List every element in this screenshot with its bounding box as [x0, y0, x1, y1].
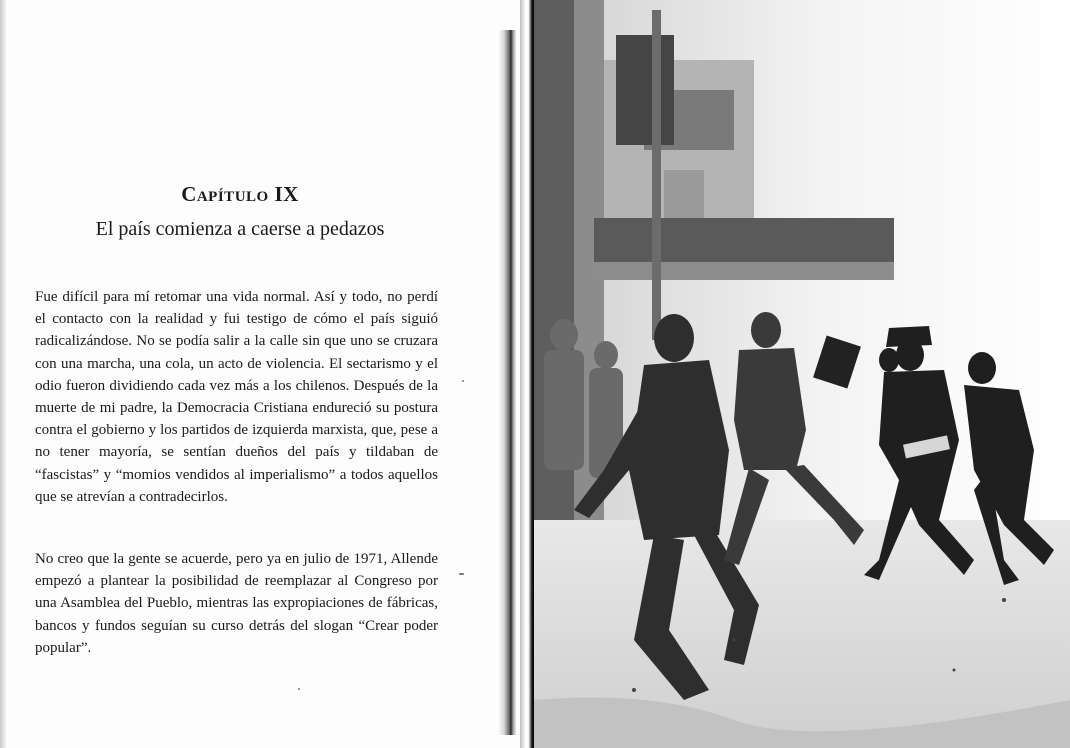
- chapter-title: El país comienza a caerse a pedazos: [95, 218, 385, 240]
- page-edge-shadow: [0, 0, 6, 748]
- chapter-number: [0, 182, 480, 207]
- speck: [459, 573, 464, 575]
- chapter-number-text: Capítulo IX: [181, 182, 299, 206]
- book-gutter: [498, 30, 516, 735]
- speck: [462, 380, 464, 382]
- body-paragraph-1: Fue difícil para mí retomar una vida normal. Así y todo, no perdí el contacto con la realidad y fui testigo de cómo el país siguió radicalizándose. No se podía salir a la calle sin que uno se cruzara con una marcha, una cola, un acto de violencia. El sectarismo y el odio fueron dividiendo cada vez más a los chilenos. Después de la muerte de mi padre, la Democracia Cristiana endureció su postura contra el gobierno y los partidos de izquierda marxista, que, pese a no tener mayoría, se sentían dueños del país y tildaban de “fascistas” y “momios vendidos al imperialismo” a todos aquellos que se atrevían a contradecirlos.: [35, 289, 438, 505]
- street-riot-photograph: [534, 0, 1070, 748]
- body-paragraph-2: No creo que la gente se acuerde, pero ya en julio de 1971, Allende empezó a plantear la posibilidad de reemplazar al Congreso por una Asamblea del Pueblo, mientras las expropiaciones de fábricas, bancos y fundos seguían su curso detrás del slogan “Crear poder popular”.: [35, 551, 438, 656]
- speck: [298, 688, 300, 690]
- photo-illustration: [534, 0, 1070, 748]
- book-spine-shadow: [520, 0, 534, 748]
- left-book-page: [0, 0, 532, 748]
